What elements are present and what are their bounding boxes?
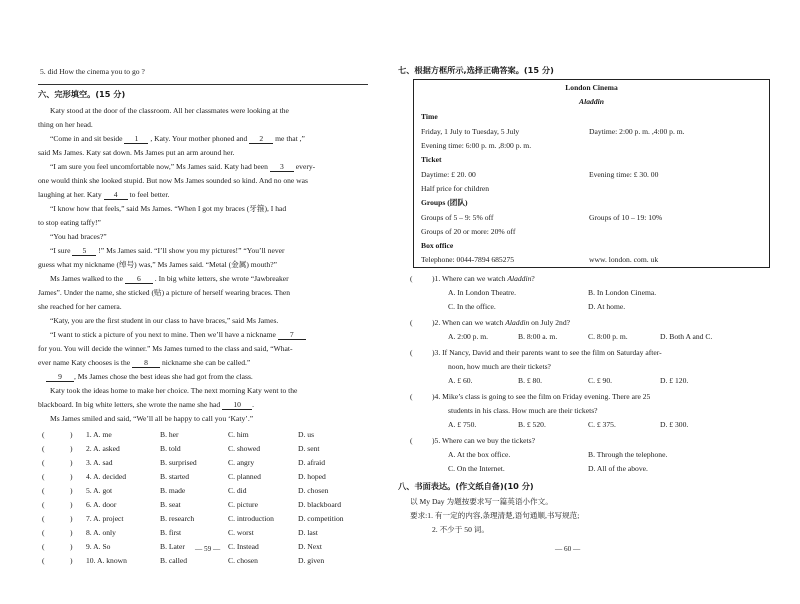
option[interactable]: B. her (160, 430, 179, 439)
option[interactable]: D. chosen (298, 486, 329, 495)
option[interactable]: 9. A. So (86, 542, 111, 551)
passage-line: ever name Katy chooses is the 8 nickname she can be called.” (38, 358, 251, 367)
group-discount: Groups of 20 or more: 20% off (421, 227, 516, 236)
option[interactable]: A. £ 60. (448, 376, 473, 385)
option[interactable]: C. 8:00 p. m. (588, 332, 628, 341)
option[interactable]: D. All of the above. (588, 464, 648, 473)
option[interactable]: D. competition (298, 514, 344, 523)
blank-3[interactable]: 3 (270, 162, 294, 172)
answer-paren[interactable]: ( (42, 542, 45, 551)
option[interactable]: D. last (298, 528, 318, 537)
option[interactable]: C. Instead (228, 542, 259, 551)
answer-paren-close: ) (70, 444, 73, 453)
cinema-info-box (413, 79, 770, 268)
passage-line: “I sure 5 !” Ms James said. “I’ll show you my pictures!” “You’ll never (50, 246, 285, 255)
blank-6[interactable]: 6 (125, 274, 153, 284)
section7-title: 七、根据方框所示,选择正确答案。(15 分) (398, 65, 554, 75)
answer-paren[interactable]: ( (42, 444, 45, 453)
option[interactable]: 2. A. asked (86, 444, 120, 453)
option[interactable]: B. In London Cinema. (588, 288, 657, 297)
option[interactable]: 5. A. got (86, 486, 113, 495)
group-discount: Groups of 5 – 9: 5% off (421, 213, 494, 222)
left-q5-line: 5. did How the cinema you to go ? (40, 67, 145, 76)
answer-paren-close: ) (70, 486, 73, 495)
answer-paren[interactable]: ( (410, 436, 413, 445)
passage-line: Ms James walked to the 6 . In big white letters, she wrote “Jawbreaker (50, 274, 289, 283)
option[interactable]: C. On the Internet. (448, 464, 505, 473)
website: www. london. com. uk (589, 255, 659, 264)
blank-7[interactable]: 7 (278, 330, 306, 340)
answer-paren[interactable]: ( (42, 556, 45, 565)
section8-title: 八、书面表达。(作文纸自备)(10 分) (398, 481, 534, 491)
option[interactable]: D. sent (298, 444, 320, 453)
option[interactable]: A. 2:00 p. m. (448, 332, 489, 341)
option[interactable]: B. first (160, 528, 182, 537)
answer-paren[interactable]: ( (42, 514, 45, 523)
option[interactable]: C. £ 375. (588, 420, 616, 429)
option[interactable]: 1. A. me (86, 430, 112, 439)
blank-2[interactable]: 2 (249, 134, 273, 144)
passage-line: thing on her head. (38, 120, 93, 129)
option[interactable]: 3. A. sad (86, 458, 113, 467)
answer-paren-close: ) (70, 458, 73, 467)
passage-line: “Katy, you are the first student in our class to have braces,” said Ms James. (50, 316, 279, 325)
option[interactable]: D. Both A and C. (660, 332, 713, 341)
passage-line: “I want to stick a picture of you next to mine. Then we’ll have a nickname 7 (50, 330, 306, 340)
option[interactable]: B. made (160, 486, 186, 495)
writing-requirement: 2. 不少于 50 词。 (432, 525, 489, 534)
writing-requirement: 要求:1. 有一定的内容,条理清楚,语句通顺,书写规范; (410, 511, 580, 520)
option[interactable]: B. £ 520. (518, 420, 546, 429)
answer-paren-close: ) (70, 500, 73, 509)
blank-5[interactable]: 5 (72, 246, 96, 256)
passage-line: she reached for her camera. (38, 302, 122, 311)
passage-line: James”. Under the name, she sticked (贴) a picture of herself wearing braces. Then (38, 288, 291, 297)
option[interactable]: B. started (160, 472, 190, 481)
option[interactable]: C. £ 90. (588, 376, 613, 385)
answer-paren[interactable]: ( (410, 392, 413, 401)
divider (38, 84, 368, 85)
section6-title: 六、完形填空。(15 分) (38, 89, 126, 99)
option[interactable]: B. Through the telephone. (588, 450, 668, 459)
passage-line: “I am sure you feel uncomfortable now,” Ms James said. Katy had been 3 every- (50, 162, 316, 171)
option[interactable]: A. In London Theatre. (448, 288, 516, 297)
passage-line: said Ms James. Katy sat down. Ms James put an arm around her. (38, 148, 235, 157)
blank-4[interactable]: 4 (104, 190, 128, 200)
option[interactable]: 10. A. known (86, 556, 127, 565)
option[interactable]: B. surprised (160, 458, 197, 467)
option[interactable]: C. picture (228, 500, 258, 509)
question-4-cont: students in his class. How much are their tickets? (448, 406, 598, 415)
option[interactable]: 7. A. project (86, 514, 124, 523)
page-number-right: — 60 — (555, 545, 581, 553)
question-2: )2. When can we watch Aladdin on July 2nd? (432, 318, 570, 327)
option[interactable]: B. seat (160, 500, 181, 509)
option[interactable]: B. told (160, 444, 181, 453)
answer-paren-close: ) (70, 514, 73, 523)
showing-days: Friday, 1 July to Tuesday, 5 July (421, 127, 520, 136)
option[interactable]: C. him (228, 430, 249, 439)
option[interactable]: B. research (160, 514, 195, 523)
option[interactable]: D. afraid (298, 458, 325, 467)
answer-paren[interactable]: ( (42, 500, 45, 509)
answer-paren[interactable]: ( (42, 458, 45, 467)
option[interactable]: D. £ 120. (660, 376, 689, 385)
answer-paren[interactable]: ( (42, 472, 45, 481)
option[interactable]: C. showed (228, 444, 261, 453)
option[interactable]: D. given (298, 556, 325, 565)
answer-paren[interactable]: ( (42, 430, 45, 439)
blank-9[interactable]: 9 (46, 372, 74, 382)
telephone: Telephone: 0044-7894 685275 (421, 255, 515, 264)
question-5: )5. Where can we buy the tickets? (432, 436, 535, 445)
question-4: )4. Mike’s class is going to see the film on Friday evening. There are 25 (432, 392, 651, 401)
blank-1[interactable]: 1 (124, 134, 148, 144)
box-office-heading: Box office (421, 241, 454, 250)
passage-line: Ms James smiled and said, “We’ll all be happy to call you ‘Katy’.” (50, 414, 254, 423)
option[interactable]: C. introduction (228, 514, 274, 523)
question-1: )1. Where can we watch Aladdin? (432, 274, 535, 283)
option[interactable]: 4. A. decided (86, 472, 127, 481)
passage-line: 9 , Ms James chose the best ideas she had got from the class. (46, 372, 253, 382)
option[interactable]: A. £ 750. (448, 420, 477, 429)
page-number-left: — 59 — (195, 545, 221, 553)
option[interactable]: C. chosen (228, 556, 258, 565)
film-title: Aladdin (579, 97, 604, 106)
answer-paren-close: ) (70, 528, 73, 537)
groups-heading: Groups (团队) (421, 198, 468, 207)
option[interactable]: C. worst (228, 528, 254, 537)
evening-price: Evening time: £ 30. 00 (589, 170, 659, 179)
answer-paren[interactable]: ( (410, 348, 413, 357)
passage-line: “Come in and sit beside 1 , Katy. Your mother phoned and 2 me that ,” (50, 134, 305, 143)
passage-line: blackboard. In big white letters, she wrote the name she had 10 . (38, 400, 255, 409)
passage-line: Katy stood at the door of the classroom. All her classmates were looking at the (50, 106, 289, 115)
option[interactable]: C. planned (228, 472, 261, 481)
option[interactable]: C. In the office. (448, 302, 496, 311)
question-3-cont: noon, how much are their tickets? (448, 362, 551, 371)
option[interactable]: C. did (228, 486, 247, 495)
option[interactable]: B. Later (160, 542, 185, 551)
passage-line: “I know how that feels,” said Ms James. “When I got my braces (牙箍), I had (50, 204, 287, 213)
option[interactable]: D. £ 300. (660, 420, 689, 429)
passage-line: Katy took the ideas home to make her choice. The next morning Katy went to the (50, 386, 298, 395)
answer-paren-close: ) (70, 542, 73, 551)
option[interactable]: D. hoped (298, 472, 326, 481)
answer-paren[interactable]: ( (410, 318, 413, 327)
option[interactable]: D. blackboard (298, 500, 342, 509)
blank-10[interactable]: 10 (222, 400, 252, 410)
passage-line: laughing at her. Katy 4 to feel better. (38, 190, 170, 199)
ticket-heading: Ticket (421, 155, 442, 164)
blank-8[interactable]: 8 (132, 358, 160, 368)
option[interactable]: C. angry (228, 458, 255, 467)
option[interactable]: 6. A. door (86, 500, 117, 509)
passage-line: guess what my nickname (绰号) was,” Ms James said. “Metal (金属) mouth?” (38, 260, 277, 269)
writing-topic: 以 My Day 为题按要求写一篇英语小作文。 (410, 497, 553, 506)
option[interactable]: D. At home. (588, 302, 626, 311)
evening-shows: Evening time: 6:00 p. m. ,8:00 p. m. (421, 141, 532, 150)
option[interactable]: B. £ 80. (518, 376, 543, 385)
answer-paren[interactable]: ( (42, 528, 45, 537)
answer-paren-close: ) (70, 430, 73, 439)
answer-paren[interactable]: ( (410, 274, 413, 283)
option[interactable]: D. us (298, 430, 315, 439)
passage-line: for you. You will decide the winner.” Ms James turned to the class and said, “What- (38, 344, 293, 353)
passage-line: “You had braces?” (50, 232, 107, 241)
group-discount: Groups of 10 – 19: 10% (589, 213, 663, 222)
answer-paren[interactable]: ( (42, 486, 45, 495)
daytime-shows: Daytime: 2:00 p. m. ,4:00 p. m. (589, 127, 685, 136)
cinema-name: London Cinema (565, 83, 618, 92)
option[interactable]: D. Next (298, 542, 323, 551)
answer-paren-close: ) (70, 472, 73, 481)
option[interactable]: A. At the box office. (448, 450, 511, 459)
daytime-price: Daytime: £ 20. 00 (421, 170, 476, 179)
child-price: Half price for children (421, 184, 490, 193)
passage-line: one would think she looked stupid. But now Ms James sounded so kind. And no one was (38, 176, 308, 185)
option[interactable]: B. 8:00 a. m. (518, 332, 558, 341)
passage-line: to stop eating taffy!” (38, 218, 101, 227)
answer-paren-close: ) (70, 556, 73, 565)
option[interactable]: B. called (160, 556, 187, 565)
time-heading: Time (421, 112, 438, 121)
option[interactable]: 8. A. only (86, 528, 116, 537)
question-3: )3. If Nancy, David and their parents want to see the film on Saturday after- (432, 348, 662, 357)
